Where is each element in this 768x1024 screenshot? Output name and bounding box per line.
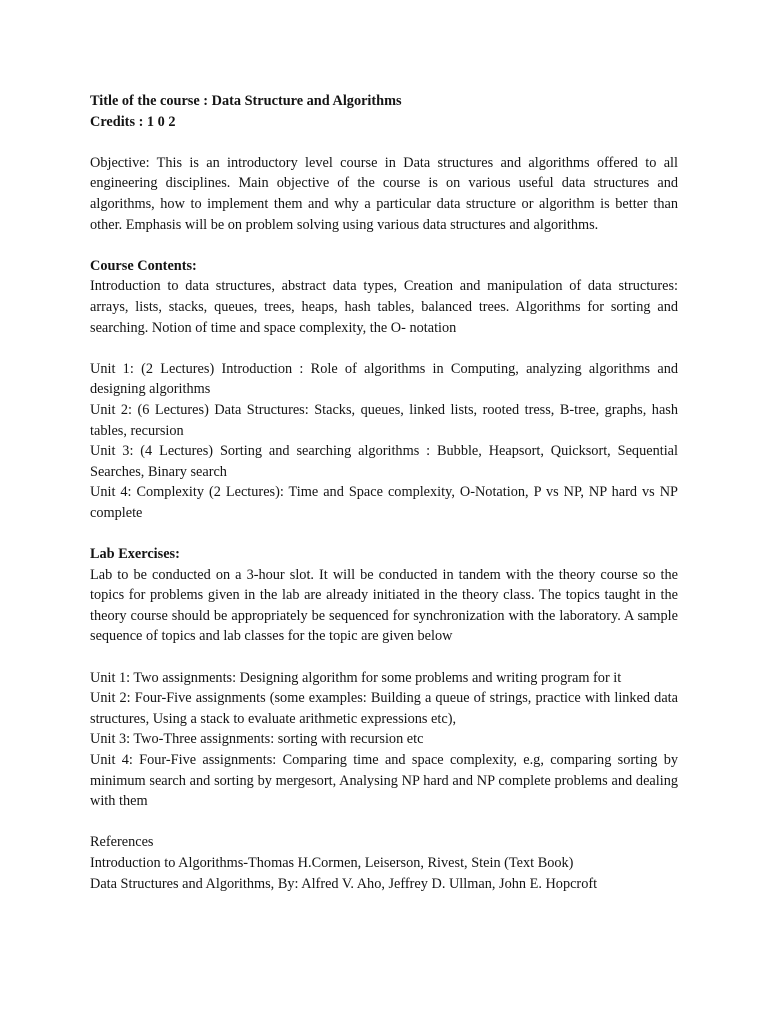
- lab-exercises-paragraph: Lab to be conducted on a 3-hour slot. It will be conducted in tandem with the theory course so the topics for problems given in the lab are already initiated in the theory class. The topics taught in the theory course should be appropriately be sequenced for synchronization with the laboratory. A sample sequence of topics and lab classes for the topic are given below: [90, 566, 678, 645]
- spacer: [90, 132, 678, 153]
- objective-paragraph: Objective: This is an introductory level course in Data structures and algorithms offered to all engineering disciplines. Main objective of the course is on various useful data structures and algorithms, how to implement them and why a particular data structure or algorithm is better than other. Emphasis will be on problem solving using various data structures and algorithms.: [90, 154, 678, 233]
- course-contents-heading: Course Contents:: [90, 257, 197, 274]
- course-contents-paragraph: Introduction to data structures, abstract data types, Creation and manipulation of data structures: arrays, lists, stacks, queues, trees, heaps, hash tables, balanced trees. Algorithms for sorting and searching. Notion of time and space complexity, the O- notation: [90, 278, 678, 336]
- spacer: [90, 647, 678, 668]
- reference-item: Data Structures and Algorithms, By: Alfred V. Aho, Jeffrey D. Ullman, John E. Hopcroft: [90, 875, 598, 892]
- lab-exercises-heading: Lab Exercises:: [90, 546, 180, 563]
- course-title: Title of the course : Data Structure and Algorithms: [90, 93, 402, 109]
- lab-unit-item: Unit 1: Two assignments: Designing algorithm for some problems and writing program for it: [90, 669, 622, 686]
- course-document: [90, 91, 678, 894]
- spacer: [90, 235, 678, 256]
- unit-item: Unit 2: (6 Lectures) Data Structures: Stacks, queues, linked lists, rooted tress, B-tree, graphs, hash tables, recursion: [90, 401, 678, 439]
- lab-unit-item: Unit 3: Two-Three assignments: sorting with recursion etc: [90, 731, 424, 748]
- lab-unit-item: Unit 2: Four-Five assignments (some examples: Building a queue of strings, practice with linked data structures, Using a stack to evaluate arithmetic expressions etc),: [90, 690, 678, 727]
- references-heading: References: [90, 834, 154, 851]
- spacer: [90, 812, 678, 833]
- lab-unit-item: Unit 4: Four-Five assignments: Comparing time and space complexity, e.g, comparing sorting by minimum search and sorting by mergesort, Analysing NP hard and NP complete problems and dealing with them: [90, 752, 678, 810]
- course-credits: Credits : 1 0 2: [90, 113, 176, 130]
- unit-item: Unit 1: (2 Lectures) Introduction : Role of algorithms in Computing, analyzing algorithms and designing algorithms: [90, 360, 678, 398]
- reference-item: Introduction to Algorithms-Thomas H.Cormen, Leiserson, Rivest, Stein (Text Book): [90, 854, 574, 871]
- spacer: [90, 338, 678, 359]
- spacer: [90, 523, 678, 544]
- unit-item: Unit 3: (4 Lectures) Sorting and searching algorithms : Bubble, Heapsort, Quicksort, Sequential Searches, Binary search: [90, 443, 678, 480]
- unit-item: Unit 4: Complexity (2 Lectures): Time and Space complexity, O-Notation, P vs NP, NP hard vs NP complete: [90, 484, 678, 521]
